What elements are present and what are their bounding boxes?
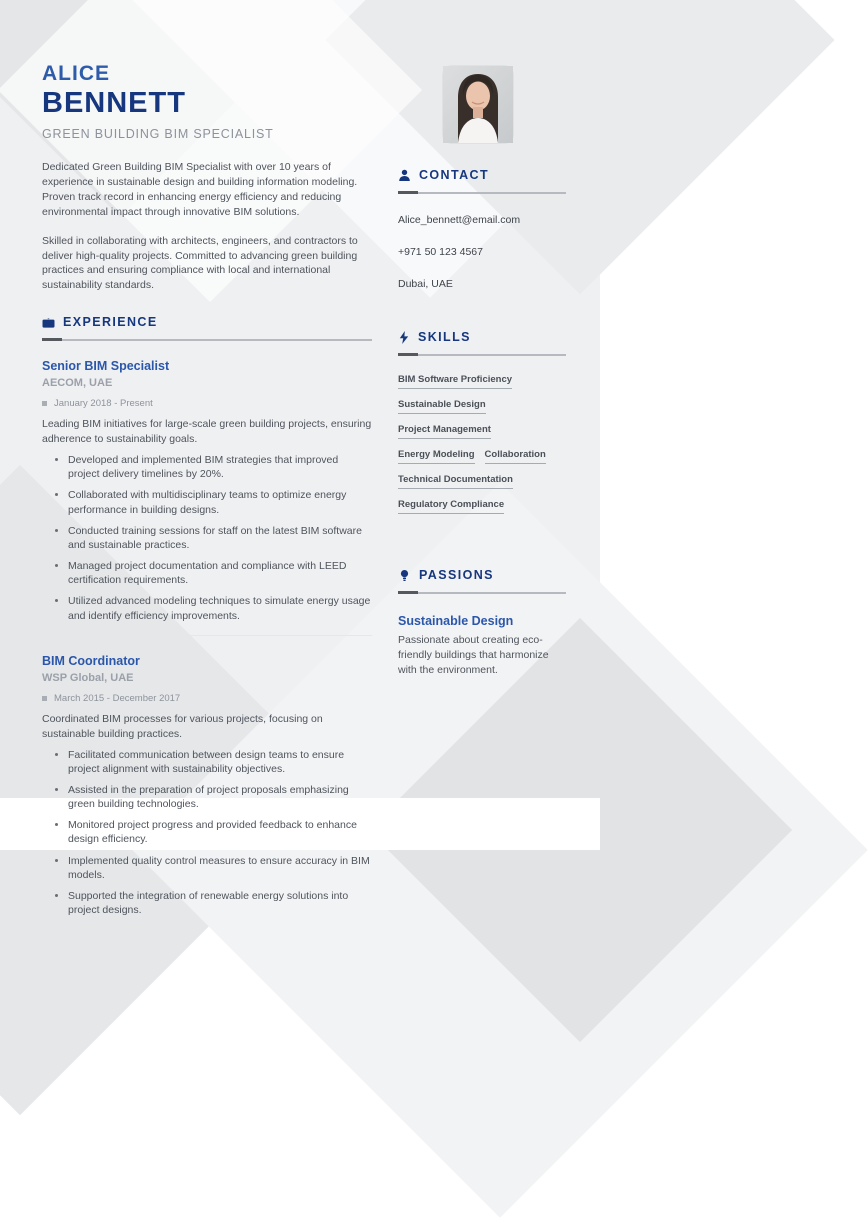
passions-heading-label: PASSIONS [419, 568, 494, 582]
experience-section [42, 315, 372, 917]
job-bullet: • Supported the integration of renewable energy solutions into project designs. [68, 889, 372, 917]
job-bullet: • Collaborated with multidisciplinary teams to optimize energy performance in building designs. [68, 488, 372, 516]
skill-item: BIM Software Proficiency [398, 374, 512, 389]
job-role-subtitle: GREEN BUILDING BIM SPECIALIST [42, 127, 274, 141]
job-bullet: • Managed project documentation and compliance with LEED certification requirements. [68, 559, 372, 587]
passion-title: Sustainable Design [398, 614, 514, 628]
phone-text: +971 50 123 4567 [398, 246, 483, 258]
left-column [42, 160, 372, 924]
skill-item: Regulatory Compliance [398, 499, 504, 514]
job-divider [42, 635, 372, 636]
passion-entry [398, 614, 566, 679]
right-column [398, 168, 566, 679]
section-divider [398, 191, 566, 194]
contact-list [398, 214, 566, 290]
job-title: Senior BIM Specialist [42, 359, 170, 374]
job-dates-label: January 2018 - Present [54, 398, 153, 410]
job-dates [42, 398, 372, 409]
section-divider [398, 591, 566, 594]
job-bullet: • Conducted training sessions for staff on the latest BIM software and sustainable practices. [68, 524, 372, 552]
skill-item: Sustainable Design [398, 399, 486, 414]
experience-heading [42, 315, 372, 329]
person-icon [398, 169, 411, 182]
passion-text: Passionate about creating eco-friendly buildings that harmonize with the environment. [398, 634, 549, 677]
skill-item: Technical Documentation [398, 474, 513, 489]
job-bullet-list [42, 453, 372, 623]
job-bullet: • Monitored project progress and provided feedback to enhance design efficiency. [68, 818, 372, 846]
section-divider [42, 338, 372, 341]
job-summary: Leading BIM initiatives for large-scale green building projects, ensuring adherence to sustainability goals. [42, 418, 372, 446]
passions-heading [398, 568, 566, 582]
job-bullet-list [42, 748, 372, 918]
first-name: ALICE [42, 62, 110, 85]
contact-heading-label: CONTACT [419, 168, 489, 182]
contact-heading [398, 168, 566, 182]
header [42, 62, 274, 141]
summary-paragraph: Dedicated Green Building BIM Specialist with over 10 years of experience in sustainable design and building information modeling. Proven track record in enhancing energy efficiency and reducing environmental impact through innovative BIM solutions. [42, 161, 358, 218]
briefcase-icon [42, 316, 55, 329]
avatar-illustration [443, 66, 513, 143]
skills-list [398, 374, 566, 524]
job-bullet: • Facilitated communication between design teams to ensure project alignment with sustainability objectives. [68, 748, 372, 776]
square-bullet-icon [42, 696, 47, 701]
job-company: WSP Global, UAE [42, 671, 134, 684]
passions-section [398, 568, 566, 679]
skills-heading [398, 330, 566, 344]
skill-item: Collaboration [485, 449, 546, 464]
job-entry [42, 359, 372, 623]
email-text: Alice_bennett@email.com [398, 214, 521, 226]
last-name: BENNETT [42, 87, 186, 119]
job-bullet: • Assisted in the preparation of project proposals emphasizing green building technologies. [68, 783, 372, 811]
lightning-icon [398, 331, 410, 344]
job-bullet: • Developed and implemented BIM strategies that improved project delivery timelines by 20%. [68, 453, 372, 481]
lightbulb-icon [398, 569, 411, 582]
skill-item: Energy Modeling [398, 449, 475, 464]
job-bullet: • Utilized advanced modeling techniques to simulate energy usage and identify efficiency improvements. [68, 594, 372, 622]
job-dates-label: March 2015 - December 2017 [54, 692, 181, 704]
experience-heading-label: EXPERIENCE [63, 315, 158, 330]
square-bullet-icon [42, 401, 47, 406]
job-summary: Coordinated BIM processes for various projects, focusing on sustainable building practices. [42, 712, 323, 740]
contact-section [398, 168, 566, 290]
job-dates [42, 693, 372, 704]
section-divider [398, 353, 566, 356]
job-bullet: • Implemented quality control measures to ensure accuracy in BIM models. [68, 854, 372, 882]
skills-section [398, 330, 566, 524]
summary-paragraph: Skilled in collaborating with architects, engineers, and contractors to deliver high-quality projects. Committed to advancing green building practices and ensuring compliance with local and international sustainability standards. [42, 234, 358, 292]
location-text: Dubai, UAE [398, 278, 453, 290]
profile-photo [443, 66, 513, 143]
job-title: BIM Coordinator [42, 653, 140, 668]
skill-item: Project Management [398, 424, 491, 439]
skills-heading-label: SKILLS [418, 330, 471, 344]
job-entry [42, 654, 372, 918]
job-company: AECOM, UAE [42, 377, 113, 390]
profile-summary [42, 160, 372, 293]
